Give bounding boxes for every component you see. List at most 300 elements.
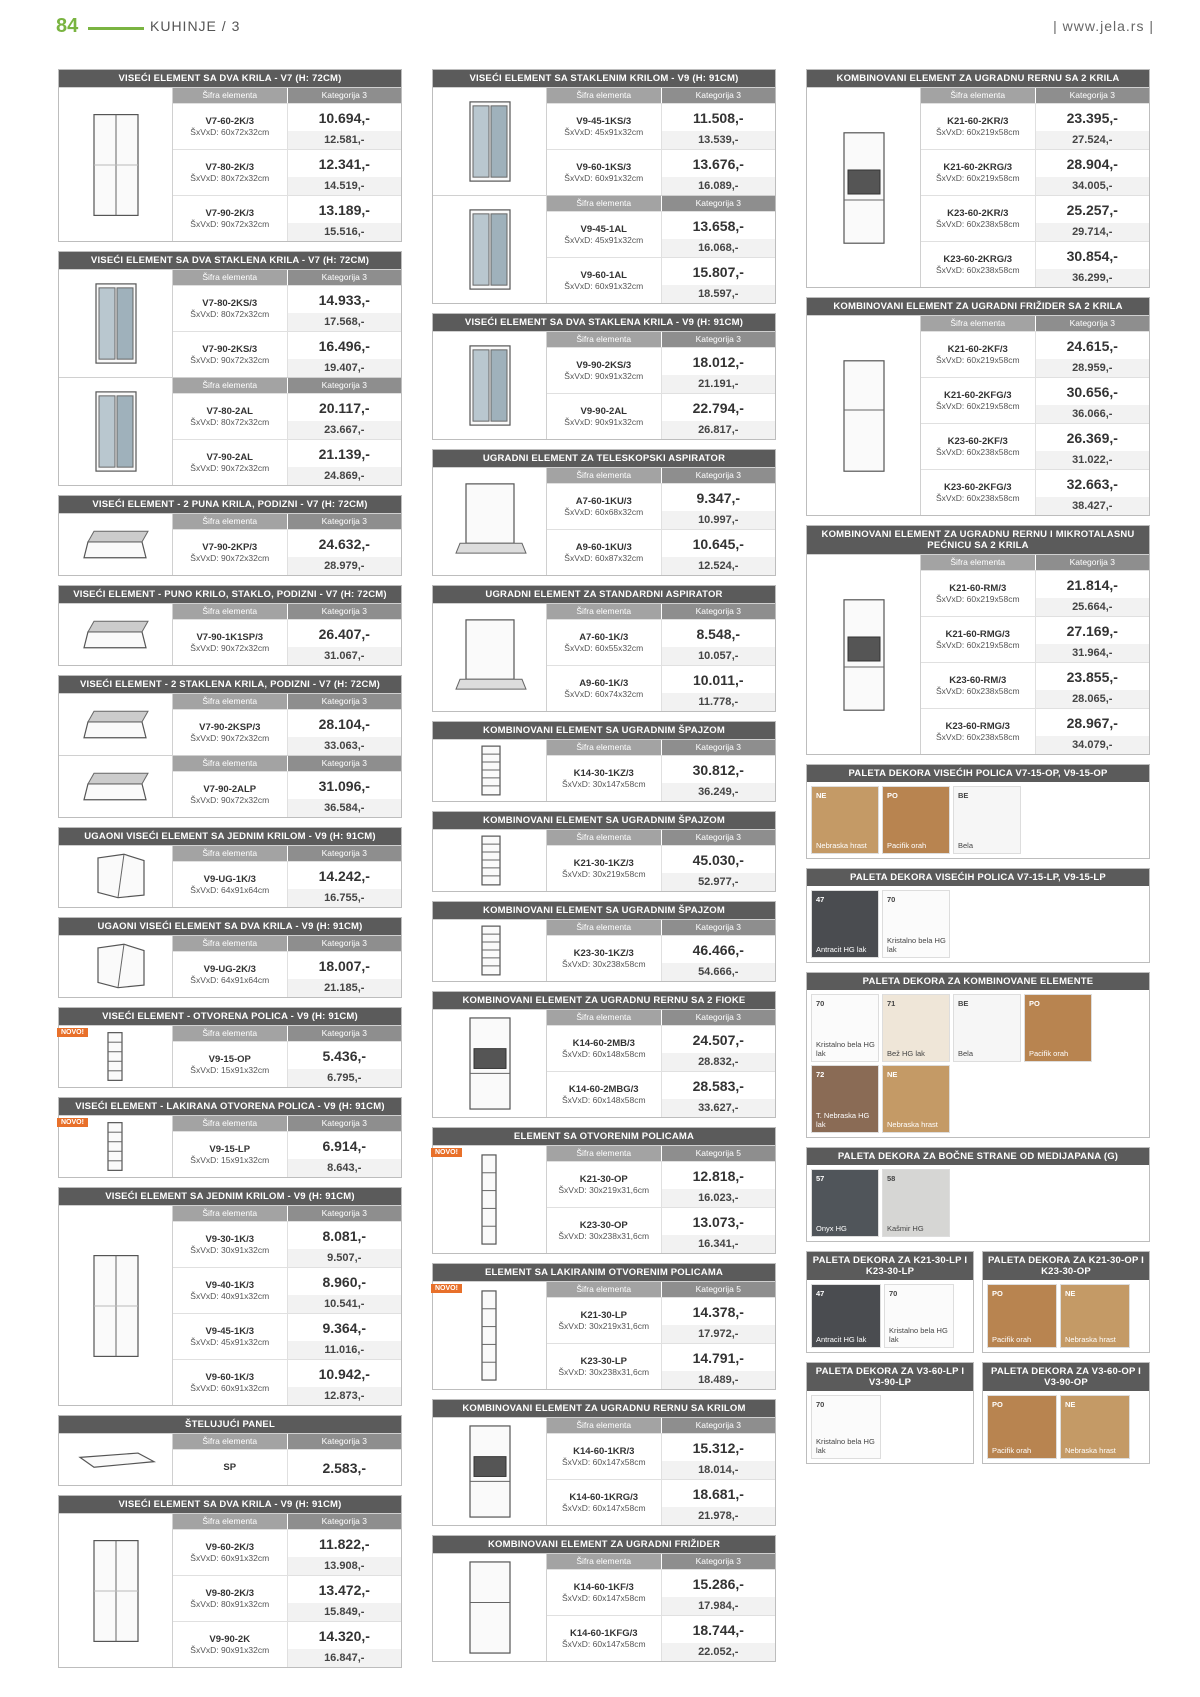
- table-row[interactable]: [921, 423, 1149, 469]
- product-image: [807, 88, 921, 287]
- col-header-category: Kategorija 3: [661, 920, 776, 935]
- table-row[interactable]: [547, 1207, 775, 1253]
- product-image: [433, 1010, 547, 1117]
- price-cell: [288, 952, 402, 997]
- price-table: [547, 920, 775, 981]
- table-header: [173, 604, 401, 619]
- price-old: 12.524,-: [662, 557, 776, 575]
- oven-micro-icon: [816, 595, 912, 715]
- table-row[interactable]: [173, 1529, 401, 1575]
- price-old: 16.755,-: [288, 889, 402, 907]
- price-cell: [288, 286, 402, 331]
- table-row[interactable]: [547, 755, 775, 801]
- price-current: 11.822,-: [318, 1535, 370, 1552]
- palette-title: PALETA DEKORA ZA V3-60-LP I V3-90-LP: [807, 1363, 973, 1391]
- table-row[interactable]: [173, 1221, 401, 1267]
- product-code: K23-60-2KRG/3: [943, 254, 1013, 265]
- product-block: [432, 1127, 776, 1254]
- price-cell: [1036, 709, 1150, 754]
- decor-palette: [982, 1362, 1150, 1464]
- table-row[interactable]: [547, 393, 775, 439]
- price-table: [173, 1434, 401, 1485]
- table-row[interactable]: [921, 331, 1149, 377]
- table-row[interactable]: [173, 619, 401, 665]
- block-title: VISEĆI ELEMENT SA JEDNIM KRILOM - V9 (H: 91CM): [59, 1188, 401, 1205]
- product-group: [59, 1513, 401, 1667]
- table-row[interactable]: [173, 951, 401, 997]
- product-dimensions: ŠxVxD: 30x238x31,6cm: [558, 1231, 650, 1241]
- product-code-cell: [547, 258, 662, 303]
- table-row[interactable]: [547, 257, 775, 303]
- price-current: 22.794,-: [692, 399, 744, 416]
- table-row[interactable]: [547, 935, 775, 981]
- price-old: 22.052,-: [662, 1643, 776, 1661]
- table-header: [547, 332, 775, 347]
- table-row[interactable]: [921, 195, 1149, 241]
- product-dimensions: ŠxVxD: 60x68x32cm: [564, 507, 644, 517]
- product-image: [433, 1282, 547, 1389]
- tall-cabinet-icon: [68, 1246, 164, 1366]
- swatch-code: 70: [816, 1400, 825, 1409]
- table-row[interactable]: [173, 771, 401, 817]
- product-code-cell: [547, 212, 662, 257]
- color-swatch[interactable]: [882, 1065, 950, 1133]
- product-group: [433, 1553, 775, 1661]
- table-row[interactable]: [173, 529, 401, 575]
- product-image: [433, 468, 547, 575]
- price-table: [173, 1026, 401, 1087]
- product-code-cell: [547, 1072, 662, 1117]
- product-code-cell: [547, 1344, 662, 1389]
- glass-cabinet-icon: [68, 274, 164, 373]
- price-old: 17.972,-: [662, 1325, 776, 1343]
- table-row[interactable]: [547, 619, 775, 665]
- col-header-code: Šifra elementa: [547, 830, 661, 845]
- table-row[interactable]: [173, 861, 401, 907]
- block-title: VISEĆI ELEMENT - LAKIRANA OTVORENA POLICA - V9 (H: 91CM): [59, 1098, 401, 1115]
- price-old: 13.539,-: [662, 131, 776, 149]
- price-table: [173, 88, 401, 241]
- price-old: 16.068,-: [662, 239, 776, 257]
- table-row[interactable]: [173, 1267, 401, 1313]
- swatch-code: 71: [887, 999, 896, 1008]
- price-current: 11.508,-: [692, 109, 744, 126]
- table-row[interactable]: [173, 331, 401, 377]
- table-row[interactable]: [173, 1041, 401, 1087]
- product-block: [432, 1263, 776, 1390]
- product-dimensions: ŠxVxD: 60x147x58cm: [561, 1639, 646, 1649]
- product-dimensions: ŠxVxD: 60x219x58cm: [935, 173, 1020, 183]
- product-group: [433, 1009, 775, 1117]
- product-group: [59, 87, 401, 241]
- product-code-cell: [921, 709, 1036, 754]
- price-current: 28.583,-: [692, 1077, 744, 1094]
- table-row[interactable]: [547, 1297, 775, 1343]
- color-swatch[interactable]: [811, 1395, 881, 1459]
- table-row[interactable]: [173, 149, 401, 195]
- product-block: [58, 251, 402, 486]
- color-swatch[interactable]: [882, 786, 950, 854]
- color-swatch[interactable]: [1060, 1284, 1130, 1348]
- block-title: UGRADNI ELEMENT ZA STANDARDNI ASPIRATOR: [433, 586, 775, 603]
- price-table: [547, 830, 775, 891]
- product-dimensions: ŠxVxD: 30x219x58cm: [561, 869, 646, 879]
- col-header-category: Kategorija 3: [661, 468, 776, 483]
- product-code-cell: [173, 1314, 288, 1359]
- table-header: [547, 920, 775, 935]
- table-row[interactable]: [173, 393, 401, 439]
- color-swatch[interactable]: [882, 994, 950, 1062]
- open-shelf-icon: [68, 1120, 164, 1173]
- product-dimensions: ŠxVxD: 80x72x32cm: [190, 309, 270, 319]
- product-code-cell: [173, 1450, 288, 1485]
- product-code-cell: [173, 332, 288, 377]
- block-title: UGAONI VISEĆI ELEMENT SA DVA KRILA - V9 (H: 91CM): [59, 918, 401, 935]
- product-code-cell: [173, 1268, 288, 1313]
- header-divider: [88, 27, 144, 30]
- product-block: [58, 1415, 402, 1486]
- product-block: [58, 1187, 402, 1406]
- color-swatch[interactable]: [882, 890, 950, 958]
- swatch-label: Nebraska hrast: [1065, 1335, 1116, 1344]
- color-swatch[interactable]: [1060, 1395, 1130, 1459]
- color-swatch[interactable]: [811, 1065, 879, 1133]
- price-current: 15.807,-: [692, 263, 744, 280]
- product-group: [59, 1205, 401, 1405]
- table-row[interactable]: [173, 1575, 401, 1621]
- table-header: [173, 88, 401, 103]
- price-current: 8.081,-: [322, 1227, 367, 1244]
- product-group: [59, 377, 401, 485]
- price-cell: [288, 1222, 402, 1267]
- table-row[interactable]: [547, 529, 775, 575]
- product-code-cell: [173, 150, 288, 195]
- table-row[interactable]: [547, 1433, 775, 1479]
- color-swatch[interactable]: [811, 1169, 879, 1237]
- price-current: 25.257,-: [1066, 201, 1118, 218]
- oven-cabinet-icon: [442, 1422, 538, 1521]
- table-row[interactable]: [547, 845, 775, 891]
- price-old: 36.299,-: [1036, 269, 1150, 287]
- col-header-category: Kategorija 3: [287, 1116, 402, 1131]
- product-dimensions: ŠxVxD: 60x238x58cm: [935, 732, 1020, 742]
- color-swatch[interactable]: [953, 994, 1021, 1062]
- product-group: [59, 1433, 401, 1485]
- block-title: VISEĆI ELEMENT - PUNO KRILO, STAKLO, PODIZNI - V7 (H: 72CM): [59, 586, 401, 603]
- table-row[interactable]: [547, 211, 775, 257]
- col-header-code: Šifra elementa: [173, 1434, 287, 1449]
- price-cell: [288, 1268, 402, 1313]
- table-row[interactable]: [173, 103, 401, 149]
- price-current: 18.007,-: [318, 957, 370, 974]
- product-code: K21-30-LP: [580, 1310, 627, 1321]
- table-row[interactable]: [173, 1313, 401, 1359]
- product-dimensions: ŠxVxD: 60x74x32cm: [564, 689, 644, 699]
- product-block: [432, 69, 776, 304]
- table-row[interactable]: [547, 149, 775, 195]
- table-row[interactable]: [173, 1449, 401, 1485]
- price-cell: [662, 620, 776, 665]
- table-row[interactable]: [547, 103, 775, 149]
- table-row[interactable]: [921, 708, 1149, 754]
- table-row[interactable]: [921, 570, 1149, 616]
- product-code-cell: [547, 1616, 662, 1661]
- color-swatch[interactable]: [987, 1395, 1057, 1459]
- price-current: 14.791,-: [692, 1349, 744, 1366]
- table-header: [547, 196, 775, 211]
- product-dimensions: ŠxVxD: 60x238x58cm: [935, 493, 1020, 503]
- table-row[interactable]: [921, 241, 1149, 287]
- swatch-code: 70: [887, 895, 896, 904]
- price-cell: [662, 1072, 776, 1117]
- table-row[interactable]: [547, 1343, 775, 1389]
- product-group: [433, 1281, 775, 1389]
- product-code: K14-60-1KF/3: [573, 1582, 634, 1593]
- corner-cabinet-icon: [68, 940, 164, 993]
- table-row[interactable]: [921, 469, 1149, 515]
- corner-cabinet-icon: [68, 850, 164, 903]
- product-code-cell: [173, 620, 288, 665]
- price-cell: [662, 258, 776, 303]
- col-header-code: Šifra elementa: [173, 756, 287, 771]
- col-header-code: Šifra elementa: [547, 88, 661, 103]
- table-row[interactable]: [173, 285, 401, 331]
- price-table: [547, 740, 775, 801]
- col-header-category: Kategorija 3: [287, 1514, 402, 1529]
- price-old: 10.997,-: [662, 511, 776, 529]
- product-dimensions: ŠxVxD: 80x72x32cm: [190, 173, 270, 183]
- price-table: [173, 1514, 401, 1667]
- col-header-category: Kategorija 3: [287, 694, 402, 709]
- price-cell: [662, 756, 776, 801]
- alu-glass-cabinet-icon: [442, 200, 538, 299]
- col-header-code: Šifra elementa: [173, 514, 287, 529]
- product-code: V7-90-2AL: [206, 452, 253, 463]
- price-current: 18.012,-: [692, 353, 744, 370]
- product-code: V9-60-1AL: [580, 270, 627, 281]
- product-code-cell: [547, 1298, 662, 1343]
- color-swatch[interactable]: [811, 1284, 881, 1348]
- product-group: [59, 1025, 401, 1087]
- table-header: [547, 1282, 775, 1297]
- product-dimensions: ŠxVxD: 60x219x58cm: [935, 594, 1020, 604]
- price-old: 21.191,-: [662, 375, 776, 393]
- color-swatch[interactable]: [882, 1169, 950, 1237]
- novo-badge: NOVO!: [431, 1284, 462, 1293]
- product-code-cell: [921, 617, 1036, 662]
- glass-cabinet-icon: [442, 92, 538, 191]
- section-title: KUHINJE / 3: [150, 18, 241, 34]
- product-image: [59, 694, 173, 755]
- swatch-code: BE: [958, 999, 969, 1008]
- product-dimensions: ŠxVxD: 60x91x32cm: [190, 1553, 270, 1563]
- price-cell: [1036, 663, 1150, 708]
- price-table: [173, 846, 401, 907]
- price-old: 16.089,-: [662, 177, 776, 195]
- color-swatch[interactable]: [953, 786, 1021, 854]
- table-row[interactable]: [547, 665, 775, 711]
- block-title: KOMBINOVANI ELEMENT ZA UGRADNU RERNU SA KRILOM: [433, 1400, 775, 1417]
- product-group: [59, 1115, 401, 1177]
- product-group: [807, 87, 1149, 287]
- product-dimensions: ŠxVxD: 60x147x58cm: [561, 1457, 646, 1467]
- table-row[interactable]: [547, 1569, 775, 1615]
- decor-palette: [806, 1251, 974, 1353]
- price-current: 10.942,-: [318, 1365, 370, 1382]
- price-table: [173, 1206, 401, 1405]
- table-row[interactable]: [173, 1359, 401, 1405]
- product-dimensions: ŠxVxD: 60x238x58cm: [935, 686, 1020, 696]
- price-table: [547, 1282, 775, 1389]
- price-table: [547, 332, 775, 439]
- product-block: [58, 917, 402, 998]
- table-row[interactable]: [921, 149, 1149, 195]
- hood-cabinet-icon: [442, 472, 538, 571]
- price-cell: [662, 846, 776, 891]
- novo-badge: NOVO!: [57, 1118, 88, 1127]
- product-dimensions: ŠxVxD: 30x91x32cm: [190, 1245, 270, 1255]
- price-table: [547, 604, 775, 711]
- product-code-cell: [921, 470, 1036, 515]
- product-dimensions: ŠxVxD: 30x219x31,6cm: [558, 1321, 650, 1331]
- price-current: 26.369,-: [1066, 429, 1118, 446]
- swatch-label: Antracit HG lak: [816, 945, 867, 954]
- swatch-label: Kristalno bela HG lak: [889, 1326, 948, 1344]
- table-header: [173, 514, 401, 529]
- product-code-cell: [921, 663, 1036, 708]
- product-code: V9-40-1K/3: [205, 1280, 255, 1291]
- table-header: [173, 270, 401, 285]
- swatch-label: Kristalno bela HG lak: [816, 1437, 875, 1455]
- swatch-code: 72: [816, 1070, 825, 1079]
- product-code-cell: [173, 710, 288, 755]
- palette-title: PALETA DEKORA ZA K21-30-OP I K23-30-OP: [983, 1252, 1149, 1280]
- product-image: [433, 1554, 547, 1661]
- price-current: 23.855,-: [1066, 668, 1118, 685]
- lift-cabinet-icon: [68, 698, 164, 751]
- product-group: [433, 919, 775, 981]
- price-old: 33.627,-: [662, 1099, 776, 1117]
- product-code: K23-60-RM/3: [949, 675, 1007, 686]
- block-title: KOMBINOVANI ELEMENT SA UGRADNIM ŠPAJZOM: [433, 812, 775, 829]
- color-swatch[interactable]: [884, 1284, 954, 1348]
- table-row[interactable]: [173, 709, 401, 755]
- pantry-icon: [442, 924, 538, 977]
- product-dimensions: ŠxVxD: 15x91x32cm: [190, 1065, 270, 1075]
- price-current: 9.347,-: [696, 489, 741, 506]
- product-image: [59, 756, 173, 817]
- price-table: [547, 1554, 775, 1661]
- price-cell: [1036, 196, 1150, 241]
- swatch-code: PO: [992, 1289, 1003, 1298]
- col-header-category: Kategorija 5: [661, 1282, 776, 1297]
- product-code-cell: [921, 378, 1036, 423]
- block-title: KOMBINOVANI ELEMENT ZA UGRADNU RERNU SA 2 FIOKE: [433, 992, 775, 1009]
- price-current: 18.681,-: [692, 1485, 744, 1502]
- color-swatch[interactable]: [987, 1284, 1057, 1348]
- product-dimensions: ŠxVxD: 64x91x64cm: [190, 975, 270, 985]
- product-code: V7-80-2AL: [206, 406, 253, 417]
- price-table: [921, 316, 1149, 515]
- price-table: [173, 936, 401, 997]
- product-code: V7-90-2KS/3: [202, 344, 258, 355]
- col-header-code: Šifra elementa: [547, 604, 661, 619]
- product-code-cell: [173, 530, 288, 575]
- price-current: 24.632,-: [318, 535, 370, 552]
- color-swatch[interactable]: [1024, 994, 1092, 1062]
- product-code-cell: [547, 1480, 662, 1525]
- product-group: [59, 693, 401, 755]
- table-row[interactable]: [921, 103, 1149, 149]
- table-header: [173, 1206, 401, 1221]
- block-title: ELEMENT SA LAKIRANIM OTVORENIM POLICAMA: [433, 1264, 775, 1281]
- price-old: 26.817,-: [662, 421, 776, 439]
- table-header: [547, 740, 775, 755]
- product-image: [59, 88, 173, 241]
- table-row[interactable]: [173, 1621, 401, 1667]
- color-swatch[interactable]: [811, 890, 879, 958]
- table-row[interactable]: [547, 483, 775, 529]
- table-row[interactable]: [547, 1071, 775, 1117]
- product-image: [433, 196, 547, 303]
- col-header-category: Kategorija 3: [1035, 316, 1150, 331]
- column-3: [806, 69, 1150, 1473]
- product-dimensions: ŠxVxD: 15x91x32cm: [190, 1155, 270, 1165]
- block-title: VISEĆI ELEMENT - 2 PUNA KRILA, PODIZNI - V7 (H: 72CM): [59, 496, 401, 513]
- product-code: V9-15-LP: [209, 1144, 251, 1155]
- product-code: V9-60-1K/3: [205, 1372, 255, 1383]
- table-row[interactable]: [547, 1479, 775, 1525]
- table-row[interactable]: [547, 1161, 775, 1207]
- product-code: K23-30-1KZ/3: [573, 948, 634, 959]
- table-row[interactable]: [173, 439, 401, 485]
- table-header: [173, 694, 401, 709]
- color-swatch[interactable]: [811, 786, 879, 854]
- product-dimensions: ŠxVxD: 30x238x58cm: [561, 959, 646, 969]
- table-header: [547, 88, 775, 103]
- product-dimensions: ŠxVxD: 60x72x32cm: [190, 127, 270, 137]
- table-row[interactable]: [173, 195, 401, 241]
- product-code: V7-90-1K1SP/3: [196, 632, 264, 643]
- price-table: [173, 604, 401, 665]
- block-title: VISEĆI ELEMENT SA DVA STAKLENA KRILA - V9 (H: 91CM): [433, 314, 775, 331]
- product-block: [432, 313, 776, 440]
- col-header-category: Kategorija 3: [661, 332, 776, 347]
- price-table: [173, 270, 401, 377]
- price-cell: [1036, 104, 1150, 149]
- product-image: [433, 604, 547, 711]
- product-code: K23-60-2KF/3: [947, 436, 1008, 447]
- col-header-category: Kategorija 3: [287, 1206, 402, 1221]
- palette-pair: [806, 1362, 1150, 1473]
- table-row[interactable]: [921, 377, 1149, 423]
- table-row[interactable]: [547, 1025, 775, 1071]
- price-cell: [288, 1314, 402, 1359]
- table-row[interactable]: [921, 616, 1149, 662]
- color-swatch[interactable]: [811, 994, 879, 1062]
- price-current: 13.073,-: [692, 1213, 744, 1230]
- product-code-cell: [173, 952, 288, 997]
- col-header-code: Šifra elementa: [173, 694, 287, 709]
- website-link[interactable]: | www.jela.rs |: [1053, 18, 1154, 34]
- col-header-category: Kategorija 3: [661, 196, 776, 211]
- table-row[interactable]: [547, 1615, 775, 1661]
- swatch-label: Bela: [958, 841, 974, 850]
- table-row[interactable]: [547, 347, 775, 393]
- table-row[interactable]: [921, 662, 1149, 708]
- product-code: V9-60-2K/3: [205, 1542, 255, 1553]
- table-row[interactable]: [173, 1131, 401, 1177]
